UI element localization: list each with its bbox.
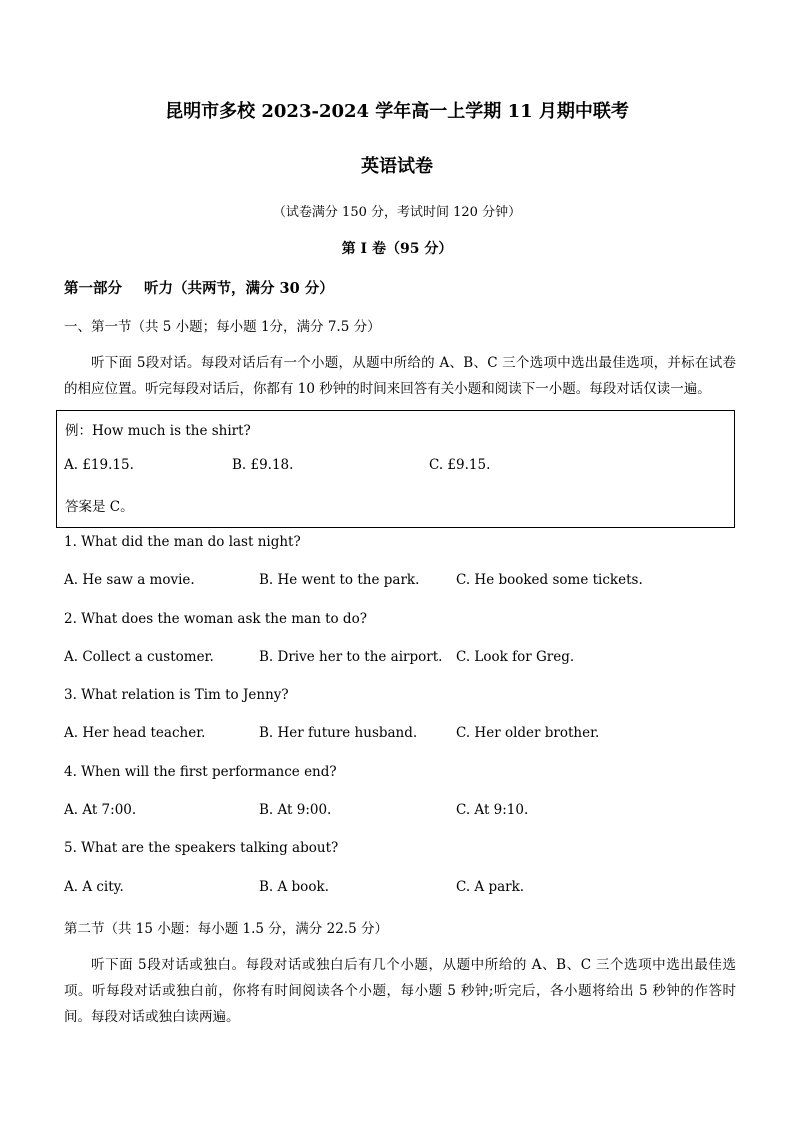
question-2-option-a: A. Collect a customer.	[64, 649, 214, 665]
example-box	[56, 410, 735, 528]
question-3-option-a: A. Her head teacher.	[64, 725, 206, 741]
part1-label: 第一部分	[64, 280, 122, 297]
question-3-option-c: C. Her older brother.	[456, 725, 600, 741]
question-5: 5. What are the speakers talking about?	[64, 840, 339, 856]
example-question: 例：How much is the shirt?	[65, 423, 251, 439]
question-4-option-a: A. At 7:00.	[64, 802, 137, 818]
example-option-a: A. £19.15.	[64, 457, 134, 473]
question-4-option-c: C. At 9:10.	[456, 802, 529, 818]
section2-instructions: 听下面 5段对话或独白。每段对话或独白后有几个小题，从题中所给的 A、B、C 三个选项中选出最佳选项。听每段对话或独白前，你将有时间阅读各个小题，每小题 5 秒钟;听完后，各小题将给出 5 秒钟的作答时间。每段对话或独白读两遍。	[64, 957, 736, 1025]
question-1-option-a: A. He saw a movie.	[64, 572, 195, 588]
question-3-option-b: B. Her future husband.	[259, 725, 418, 741]
question-2: 2. What does the woman ask the man to do?	[64, 611, 367, 627]
exam-note: （试卷满分 150 分，考试时间 120 分钟）	[272, 205, 522, 220]
volume-title: 第 I 卷（95 分）	[341, 241, 453, 257]
part1-heading	[64, 277, 334, 298]
question-1-option-c: C. He booked some tickets.	[456, 572, 643, 588]
question-4: 4. When will the first performance end?	[64, 764, 337, 780]
section2-heading: 第二节（共 15 小题：每小题 1.5 分，满分 22.5 分）	[64, 921, 388, 937]
question-4-option-b: B. At 9:00.	[259, 802, 332, 818]
question-1-option-b: B. He went to the park.	[259, 572, 420, 588]
example-answer: 答案是 C。	[65, 499, 134, 515]
exam-title: 昆明市多校 2023-2024 学年高一上学期 11 月期中联考	[165, 101, 629, 122]
question-5-option-a: A. A city.	[64, 879, 124, 895]
section1-heading: 一、第一节（共 5 小题；每小题 1分，满分 7.5 分）	[64, 319, 381, 335]
question-5-option-c: C. A park.	[456, 879, 525, 895]
question-1: 1. What did the man do last night?	[64, 534, 301, 550]
question-2-option-c: C. Look for Greg.	[456, 649, 575, 665]
question-3: 3. What relation is Tim to Jenny?	[64, 687, 289, 703]
part1-name: 听力（共两节，满分 30 分）	[144, 280, 334, 297]
question-2-option-b: B. Drive her to the airport.	[259, 649, 443, 665]
example-option-b: B. £9.18.	[232, 457, 294, 473]
section1-instructions: 听下面 5段对话。每段对话后有一个小题，从题中所给的 A、B、C 三个选项中选出最佳选项，并标在试卷的相应位置。听完每段对话后，你都有 10 秒钟的时间来回答有关小题和阅读下一小题。每段对话仅读一遍。	[64, 355, 736, 397]
question-5-option-b: B. A book.	[259, 879, 329, 895]
exam-subtitle: 英语试卷	[361, 156, 433, 177]
example-option-c: C. £9.15.	[429, 457, 491, 473]
